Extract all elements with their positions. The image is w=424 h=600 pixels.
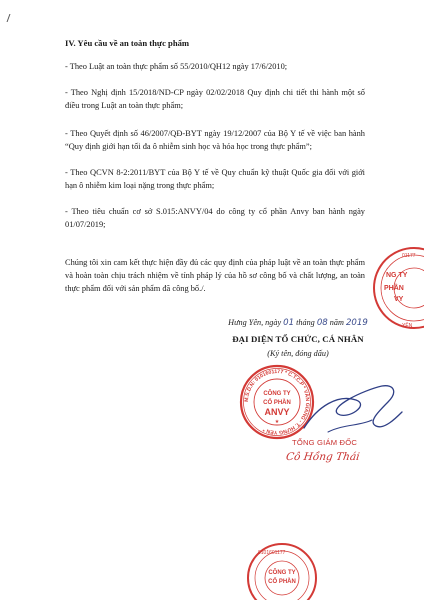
paragraph-law: - Theo Luật an toàn thực phẩm số 55/2010/QH12 ngày 17/6/2010;: [65, 62, 288, 71]
place-prefix: Hưng Yên, ngày: [228, 318, 282, 327]
paragraph-decision: - Theo Quyết định số 46/2007/QĐ-BYT ngày 19/12/2007 của Bộ Y tế về việc ban hành “Quy định giới hạn tối đa ô nhiễm sinh học và hóa học trong thực phẩm”;: [65, 129, 365, 151]
svg-text:NG TY: NG TY: [386, 272, 408, 279]
svg-text:PHẦN: PHẦN: [384, 285, 404, 292]
handwritten-day: 01: [283, 318, 295, 328]
signature-block: [198, 318, 398, 358]
svg-text:VY: VY: [394, 296, 404, 303]
svg-text:CỔ PHẦN: CỔ PHẦN: [268, 579, 296, 585]
svg-text:ANVY: ANVY: [264, 407, 290, 417]
svg-text:0101601177: 0101601177: [258, 550, 286, 556]
svg-text:M.S.D.N: 0101601177 * C.T.C.P: M.S.D.N: 0101601177 * C.T.C.P * VĂN GIANG - T. HƯNG YÊN *: [243, 368, 311, 436]
stamp-bottom-partial: [246, 540, 318, 600]
paragraph-decree: - Theo Nghị định 15/2018/ND-CP ngày 02/02/2018 Quy định chi tiết thi hành một số điều trong Luật an toàn thực phẩm;: [65, 88, 365, 110]
svg-text:CÔNG TY: CÔNG TY: [263, 391, 291, 397]
month-label: tháng: [296, 318, 315, 327]
section-heading: IV. Yêu cầu về an toàn thực phẩm: [65, 38, 190, 48]
svg-text:CỔ PHẦN: CỔ PHẦN: [263, 400, 291, 406]
handwritten-year: 2019: [345, 318, 368, 328]
paragraph-commitment: Chúng tôi xin cam kết thực hiện đầy đủ các quy định của pháp luật về an toàn thực phẩm và hoàn toàn chịu trách nhiệm về tính pháp lý của hồ sơ công bố và chất lượng, an toàn thực phẩm đối với sản phẩm đã công bố./.: [65, 258, 365, 293]
director-title: TỔNG GIÁM ĐỐC: [292, 438, 358, 447]
signature-note: (Ký tên, đóng dấu): [267, 349, 329, 358]
svg-text:★: ★: [274, 419, 280, 425]
representative-title: ĐẠI DIỆN TỔ CHỨC, CÁ NHÂN: [232, 334, 364, 344]
year-label: năm: [329, 318, 344, 327]
handwritten-signature: [298, 376, 408, 446]
svg-text:YÊN: YÊN: [402, 323, 413, 329]
svg-text:CÔNG TY: CÔNG TY: [268, 570, 296, 576]
paragraph-qcvn: - Theo QCVN 8-2:2011/BYT của Bộ Y tế về Quy chuẩn kỹ thuật Quốc gia đối với giới hạn ô nhiễm kim loại nặng trong thực phẩm;: [65, 168, 365, 190]
paragraph-standard: - Theo tiêu chuẩn cơ sở S.015:ANVY/04 do công ty cổ phần Anvy ban hành ngày 01/07/2019;: [65, 207, 365, 229]
place-date: [198, 318, 398, 328]
handwritten-month: 08: [316, 318, 328, 328]
svg-text:01177: 01177: [402, 253, 416, 259]
scan-mark: [7, 14, 17, 22]
director-name: Cô Hồng Thái: [285, 451, 361, 463]
